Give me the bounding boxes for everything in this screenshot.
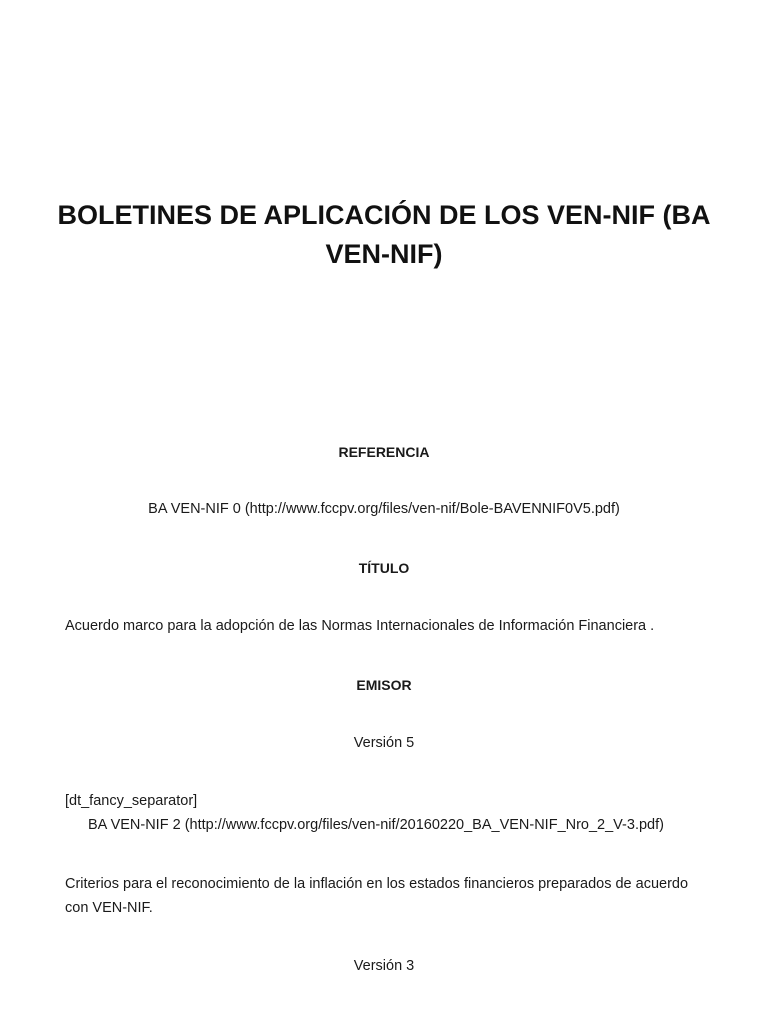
entry1-titulo: Acuerdo marco para la adopción de las Normas Internacionales de Información Financiera .	[65, 618, 655, 634]
emisor-label: EMISOR	[356, 677, 412, 693]
entry1-emisor: Versión 5	[353, 735, 415, 751]
page-title: BOLETINES DE APLICACIÓN DE LOS VEN-NIF (BA VEN-NIF)	[57, 200, 711, 269]
entry2-emisor: Versión 3	[353, 958, 415, 974]
referencia-label: REFERENCIA	[338, 444, 430, 460]
titulo-label: TÍTULO	[358, 560, 410, 576]
entry2-reference-link[interactable]: BA VEN-NIF 2 (http://www.fccpv.org/files/ven-nif/20160220_BA_VEN-NIF_Nro_2_V-3.pdf)	[88, 817, 664, 833]
entry2-titulo: Criterios para el reconocimiento de la inflación en los estados financieros preparados de acuerdo con VEN-NIF.	[65, 876, 689, 916]
entry1-reference-link[interactable]: BA VEN-NIF 0 (http://www.fccpv.org/files/ven-nif/Bole-BAVENNIF0V5.pdf)	[148, 501, 620, 517]
fancy-separator-shortcode: [dt_fancy_separator]	[65, 793, 198, 809]
